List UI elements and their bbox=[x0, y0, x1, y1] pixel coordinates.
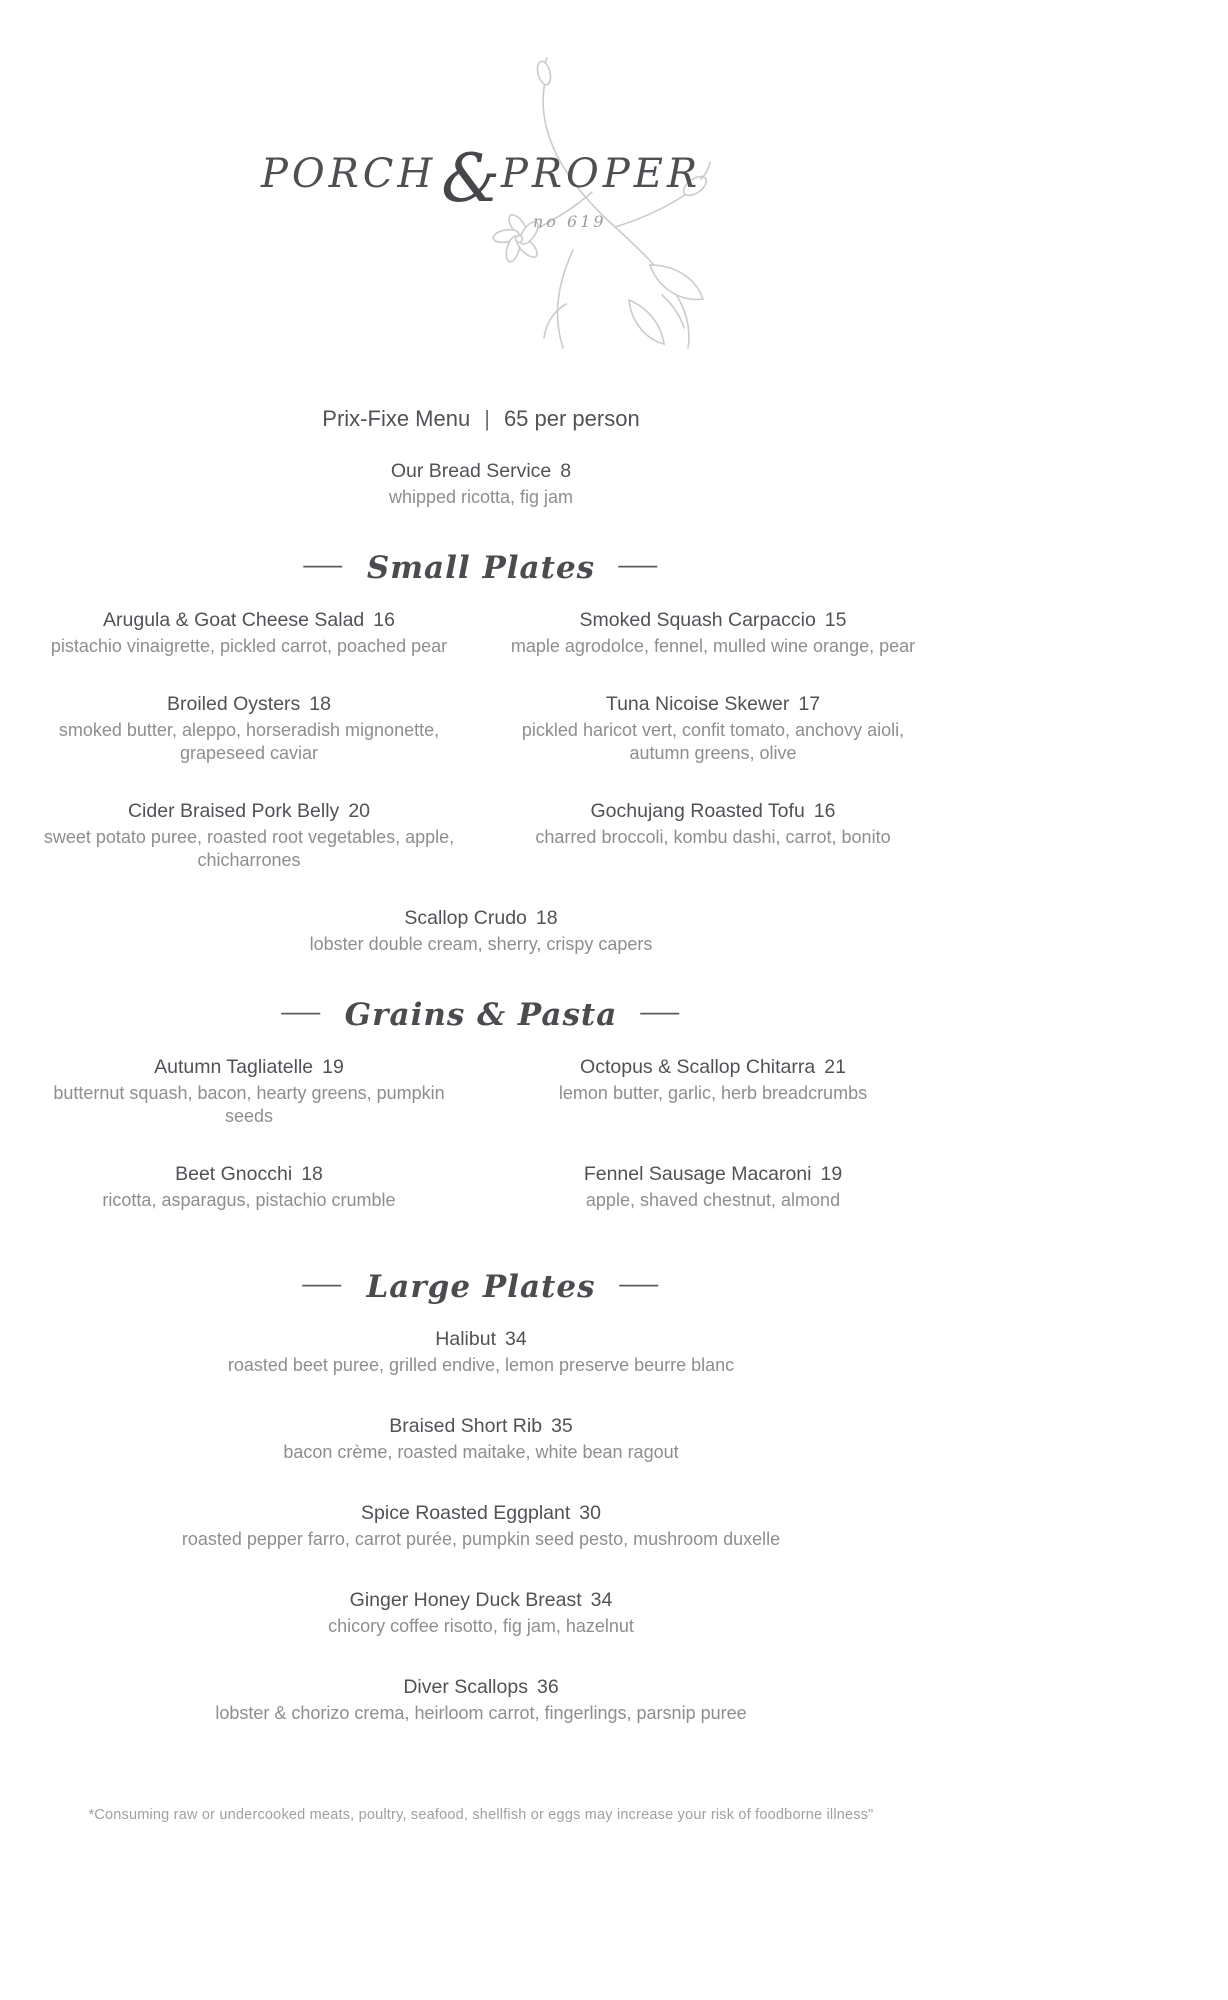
menu-item-description: butternut squash, bacon, hearty greens, pumpkin seeds bbox=[53, 1083, 445, 1126]
separator: | bbox=[484, 406, 490, 431]
section-header-grains-pasta bbox=[0, 996, 962, 1033]
menu-item-description: lobster double cream, sherry, crispy capers bbox=[309, 934, 653, 954]
section-title: Small Plates bbox=[366, 550, 596, 586]
menu-item-name-line bbox=[0, 1414, 962, 1438]
menu-item-name: Cider Braised Pork Belly bbox=[127, 800, 340, 822]
menu-item-name-line bbox=[0, 1588, 962, 1612]
section-title: Large Plates bbox=[366, 1269, 596, 1305]
price-per-person: 65 per person bbox=[503, 406, 640, 431]
menu-item-name-line bbox=[0, 1501, 962, 1525]
dash-decoration: — bbox=[618, 1268, 660, 1298]
menu-item-name: Beet Gnocchi bbox=[175, 1163, 293, 1185]
menu-item-price: 21 bbox=[824, 1056, 846, 1078]
brand-ampersand: & bbox=[441, 140, 500, 217]
small-plates-row-3 bbox=[0, 799, 962, 872]
menu-item bbox=[34, 799, 464, 872]
dash-decoration: — bbox=[303, 549, 344, 579]
section-header-large-plates bbox=[0, 1268, 962, 1305]
menu-item-price: 34 bbox=[505, 1328, 527, 1350]
menu-item-name: Our Bread Service bbox=[390, 460, 552, 482]
menu-item bbox=[498, 1055, 928, 1128]
menu-item-name: Broiled Oysters bbox=[167, 693, 301, 715]
menu-item-name: Fennel Sausage Macaroni bbox=[583, 1163, 812, 1185]
prix-fixe-line bbox=[0, 406, 962, 432]
brand-word-left: PORCH bbox=[260, 151, 437, 197]
dash-decoration: — bbox=[618, 549, 659, 579]
menu-item-description: pistachio vinaigrette, pickled carrot, poached pear bbox=[50, 636, 448, 656]
menu-item-description: roasted pepper farro, carrot purée, pumpkin seed pesto, mushroom duxelle bbox=[181, 1529, 781, 1549]
menu-item-name-line bbox=[498, 1055, 928, 1079]
menu-item-price: 18 bbox=[301, 1163, 323, 1185]
menu-item bbox=[0, 1327, 962, 1377]
menu-item-name-line bbox=[498, 692, 928, 716]
menu-item-name-line bbox=[498, 608, 928, 632]
menu-item-name-line bbox=[0, 1675, 962, 1699]
brand-number: no 619 bbox=[533, 212, 607, 231]
menu-item bbox=[498, 692, 928, 765]
menu-item-description: roasted beet puree, grilled endive, lemon preserve beurre blanc bbox=[227, 1355, 735, 1375]
menu-item-price: 19 bbox=[322, 1056, 344, 1078]
menu-type-label: Prix-Fixe Menu bbox=[322, 406, 471, 431]
dash-decoration: — bbox=[640, 996, 682, 1026]
menu-item-name: Halibut bbox=[435, 1328, 496, 1350]
menu-item-description: sweet potato puree, roasted root vegetables, apple, chicharrones bbox=[43, 827, 455, 870]
bread-service-item bbox=[0, 459, 962, 509]
menu-item-description: apple, shaved chestnut, almond bbox=[585, 1190, 841, 1210]
menu-item bbox=[0, 1588, 962, 1638]
large-plates-list bbox=[0, 1327, 962, 1725]
menu-item-name-line bbox=[498, 799, 928, 823]
menu-item-name: Arugula & Goat Cheese Salad bbox=[103, 609, 365, 631]
menu-item-name: Tuna Nicoise Skewer bbox=[605, 693, 790, 715]
menu-item-name: Gochujang Roasted Tofu bbox=[590, 800, 805, 822]
menu-item-description: lemon butter, garlic, herb breadcrumbs bbox=[558, 1083, 868, 1103]
menu-item-price: 16 bbox=[813, 800, 836, 822]
menu-item-price: 34 bbox=[590, 1589, 613, 1611]
menu-item bbox=[498, 1162, 928, 1212]
section-title: Grains & Pasta bbox=[344, 997, 618, 1033]
menu-item-name-line bbox=[34, 1055, 464, 1079]
menu-item-price: 17 bbox=[798, 693, 821, 715]
menu-item-price: 36 bbox=[536, 1676, 559, 1698]
menu-item-description: lobster & chorizo crema, heirloom carrot, fingerlings, parsnip puree bbox=[215, 1703, 747, 1723]
menu-item-name-line bbox=[498, 1162, 928, 1186]
menu-item-name: Braised Short Rib bbox=[389, 1415, 543, 1437]
menu-item-name: Scallop Crudo bbox=[404, 907, 527, 929]
menu-item-name: Diver Scallops bbox=[403, 1676, 528, 1698]
menu-item-name-line bbox=[34, 608, 464, 632]
menu-item-description: ricotta, asparagus, pistachio crumble bbox=[102, 1190, 396, 1210]
menu-item-name-line bbox=[34, 1162, 464, 1186]
menu-item-name: Autumn Tagliatelle bbox=[154, 1056, 314, 1078]
menu-item-name: Octopus & Scallop Chitarra bbox=[580, 1056, 816, 1078]
restaurant-logo bbox=[0, 0, 962, 340]
menu-item-name-line bbox=[0, 906, 962, 930]
menu-item-name: Spice Roasted Eggplant bbox=[361, 1502, 571, 1524]
grains-pasta-row-2 bbox=[0, 1162, 962, 1212]
menu-item bbox=[0, 1414, 962, 1464]
brand-wordmark bbox=[0, 140, 962, 217]
menu-item-price: 35 bbox=[551, 1415, 573, 1437]
menu-item-description: charred broccoli, kombu dashi, carrot, bonito bbox=[535, 827, 891, 847]
menu-item bbox=[34, 608, 464, 658]
menu-item-description: pickled haricot vert, confit tomato, anchovy aioli, autumn greens, olive bbox=[521, 720, 905, 763]
menu-item bbox=[498, 608, 928, 658]
menu-item-name-line bbox=[34, 692, 464, 716]
menu-item-price: 16 bbox=[373, 609, 395, 631]
menu-item-name: Ginger Honey Duck Breast bbox=[349, 1589, 582, 1611]
menu-item bbox=[0, 1501, 962, 1551]
menu-item-description: chicory coffee risotto, fig jam, hazelnut bbox=[328, 1616, 634, 1636]
grains-pasta-row-1 bbox=[0, 1055, 962, 1128]
section-header-small-plates bbox=[0, 549, 962, 586]
menu-item-price: 18 bbox=[535, 907, 558, 929]
menu-item bbox=[498, 799, 928, 872]
menu-item-name-line bbox=[0, 459, 962, 483]
menu-item-description: whipped ricotta, fig jam bbox=[388, 487, 574, 507]
dash-decoration: — bbox=[280, 996, 322, 1026]
menu-item-price: 20 bbox=[348, 800, 371, 822]
dash-decoration: — bbox=[302, 1268, 344, 1298]
menu-item bbox=[0, 1675, 962, 1725]
menu-item-name: Smoked Squash Carpaccio bbox=[579, 609, 816, 631]
menu-item-price: 18 bbox=[309, 693, 331, 715]
menu-item-name-line bbox=[0, 1327, 962, 1351]
consumer-advisory-disclaimer: *Consuming raw or undercooked meats, poultry, seafood, shellfish or eggs may increase your risk of foodborne illness" bbox=[88, 1807, 874, 1823]
menu-item bbox=[34, 692, 464, 765]
menu-item bbox=[0, 906, 962, 956]
menu-item-price: 19 bbox=[820, 1163, 843, 1185]
menu-item-price: 15 bbox=[824, 609, 847, 631]
menu-item-price: 30 bbox=[579, 1502, 601, 1524]
small-plates-row-2 bbox=[0, 692, 962, 765]
brand-word-right: PROPER bbox=[501, 151, 702, 197]
menu-item-description: bacon crème, roasted maitake, white bean ragout bbox=[283, 1442, 679, 1462]
menu-item bbox=[34, 1055, 464, 1128]
menu-item bbox=[34, 1162, 464, 1212]
small-plates-row-1 bbox=[0, 608, 962, 658]
menu-item-price: 8 bbox=[560, 460, 572, 482]
menu-item-description: smoked butter, aleppo, horseradish mignonette, grapeseed caviar bbox=[58, 720, 440, 763]
menu-item-description: maple agrodolce, fennel, mulled wine orange, pear bbox=[510, 636, 916, 656]
menu-item-name-line bbox=[34, 799, 464, 823]
